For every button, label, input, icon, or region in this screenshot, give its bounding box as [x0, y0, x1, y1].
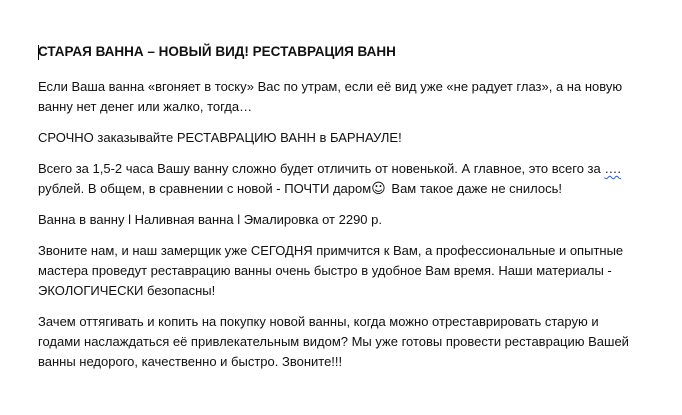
paragraph-line: Звоните нам, и наш замерщик уже СЕГОДНЯ примчится к Вам, а профессиональные и опытные [38, 243, 624, 258]
document-body[interactable] [38, 42, 658, 383]
paragraph-text: Всего за 1,5-2 часа Вашу ванну сложно будет отличить от новенькой. А главное, это всего за [38, 161, 601, 176]
smiley-icon: ☺ [371, 181, 386, 197]
paragraph-line [38, 179, 658, 199]
paragraph-intro [38, 77, 658, 117]
paragraph-line: мастера проведут реставрацию ванны очень быстро в удобное Вам время. Наши материалы - [38, 263, 612, 278]
paragraph-line: ЭКОЛОГИЧЕСКИ безопасны! [38, 283, 216, 298]
paragraph-line: Если Ваша ванна «вгоняет в тоску» Вас по утрам, если её вид уже «не радует глаз», а на новую [38, 79, 623, 94]
spellcheck-marked-text[interactable]: …. [604, 161, 621, 176]
paragraph-line: годами наслаждаться её привлекательным видом? Мы уже готовы провести реставрацию Вашей [38, 334, 629, 349]
paragraph-text: Вам такое даже не снилось! [387, 181, 562, 196]
paragraph-contact [38, 241, 658, 301]
paragraph-line: Зачем оттягивать и копить на покупку новой ванны, когда можно отреставрировать старую и [38, 314, 599, 329]
paragraph-line: СРОЧНО заказывайте РЕСТАВРАЦИЮ ВАНН в БАРНАУЛЕ! [38, 130, 402, 145]
paragraph-call-to-action [38, 128, 658, 148]
paragraph-line: ванну нет денег или жалко, тогда… [38, 99, 253, 114]
paragraph-line: ванны недорого, качественно и быстро. Звоните!!! [38, 354, 343, 369]
document-title: СТАРАЯ ВАННА – НОВЫЙ ВИД! РЕСТАВРАЦИЯ ВАНН [38, 44, 396, 59]
paragraph-line: Ванна в ванну l Наливная ванна l Эмалировка от 2290 р. [38, 212, 382, 227]
paragraph-services [38, 210, 658, 230]
paragraph-text: рублей. В общем, в сравнении с новой - ПОЧТИ даром [38, 181, 372, 196]
paragraph-benefits [38, 159, 658, 199]
paragraph-line [38, 159, 658, 179]
paragraph-closing [38, 312, 658, 372]
